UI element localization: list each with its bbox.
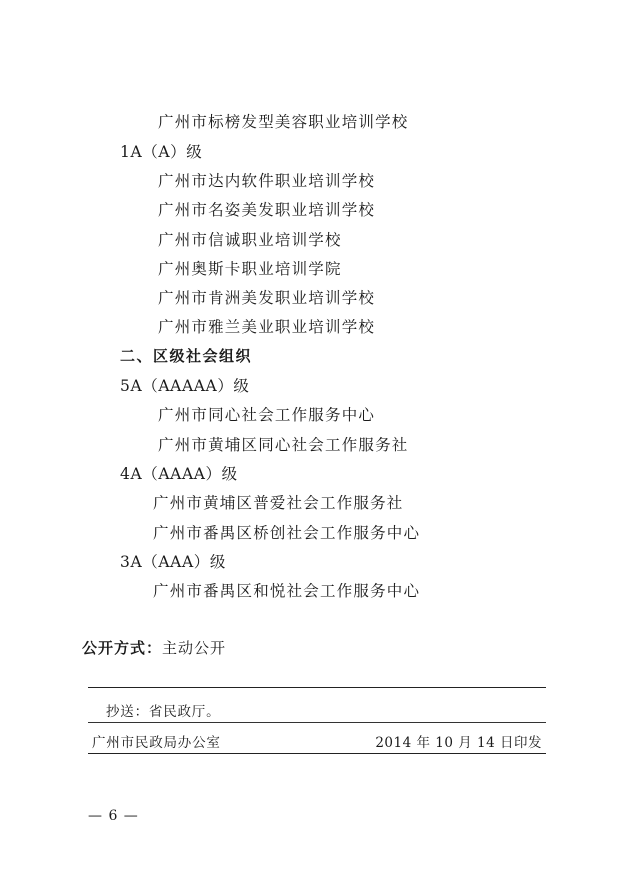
grade-heading: 4A（AAAA）级	[120, 465, 238, 483]
org-item: 广州市番禺区和悦社会工作服务中心	[153, 582, 421, 600]
grade-heading: 3A（AAA）级	[120, 553, 226, 571]
org-item: 广州市名姿美发职业培训学校	[158, 201, 376, 219]
page-number: — 6 —	[88, 808, 139, 824]
publish-mode-label: 公开方式：	[82, 639, 163, 657]
grade-heading: 1A（A）级	[120, 143, 203, 161]
org-item: 广州市黄埔区同心社会工作服务社	[158, 436, 409, 454]
section-heading: 二、区级社会组织	[120, 347, 253, 365]
divider-top	[88, 687, 546, 688]
issuer: 广州市民政局办公室	[92, 735, 221, 751]
publish-mode	[82, 637, 226, 658]
org-item: 广州市同心社会工作服务中心	[158, 406, 376, 424]
publish-mode-value: 主动公开	[162, 639, 227, 657]
org-item: 广州市肯洲美发职业培训学校	[158, 289, 376, 307]
org-item: 广州市标榜发型美容职业培训学校	[158, 113, 409, 131]
org-item: 广州市信诚职业培训学校	[158, 231, 342, 249]
cc-line: 抄送：省民政厅。	[106, 704, 221, 720]
org-item: 广州市达内软件职业培训学校	[158, 172, 376, 190]
org-item: 广州奥斯卡职业培训学院	[158, 260, 342, 278]
org-item: 广州市番禺区桥创社会工作服务中心	[153, 524, 421, 542]
divider-bottom	[88, 753, 546, 754]
print-date: 2014 年 10 月 14 日印发	[375, 735, 542, 751]
org-item: 广州市黄埔区普爱社会工作服务社	[153, 494, 404, 512]
divider-middle	[88, 722, 546, 723]
grade-heading: 5A（AAAAA）级	[120, 377, 250, 395]
org-item: 广州市雅兰美业职业培训学校	[158, 318, 376, 336]
